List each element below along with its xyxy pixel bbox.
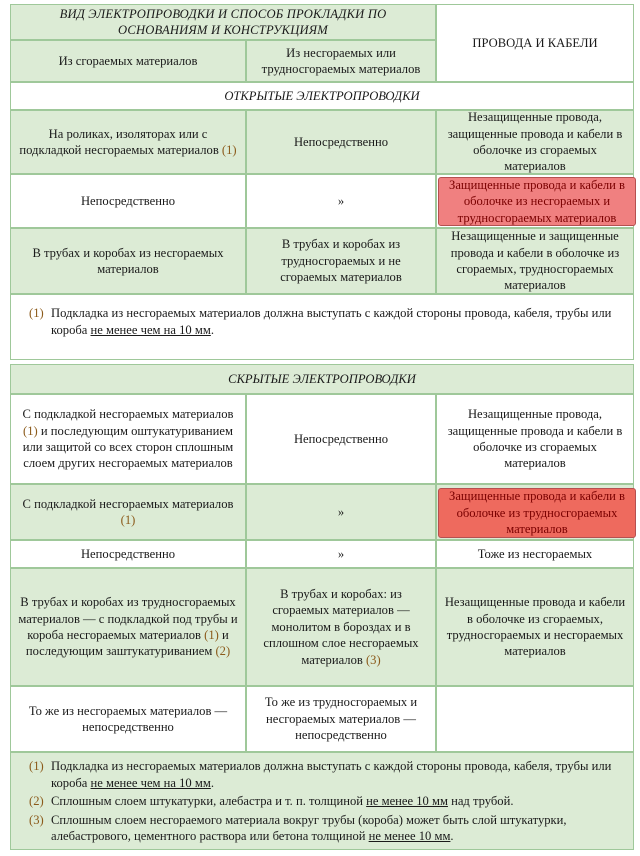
hidden-row2-c2: [246, 484, 436, 540]
hidden-row1-c1-text: С подкладкой несгораемых материалов: [22, 407, 234, 422]
note-ref: (1): [120, 513, 136, 527]
footnote-underlined: не менее 10 мм: [368, 829, 451, 844]
note-ref: (3): [365, 652, 381, 667]
hidden-row5-c1-text: То же из несгораемых материалов — непосредственно: [28, 703, 228, 734]
hidden-row3-c3-text: Тоже из несгораемых: [477, 546, 593, 561]
hidden-row3-c2-text: »: [337, 546, 345, 561]
open-row2-c1-text: Непосредственно: [80, 193, 176, 208]
open-row3-c1-text: В трубах и коробах из несгораемых материалов: [32, 245, 224, 276]
open-row2-c3: [436, 174, 634, 228]
open-notes: [10, 294, 634, 360]
open-row1-c1: [10, 110, 246, 174]
open-row1-c1-text: На роликах, изоляторах или с подкладкой несгораемых материалов: [19, 126, 219, 157]
footnote-text: Сплошным слоем несгораемого материала вокруг трубы (короба) может быть слой штукатурки, алебастрового, цементного раствора или бетона толщиной: [51, 812, 567, 844]
footnote-text: Подкладка из несгораемых материалов должна выступать с каждой стороны провода, кабеля, трубы или короба: [51, 306, 612, 337]
open-row1-c3-text: Незащищенные провода, защищенные провода и кабели в оболочке из сгораемых материалов: [447, 110, 623, 174]
footnote-tail: над трубой.: [447, 794, 514, 809]
hidden-row4-c2-text: В трубах и коробах: из сгораемых материалов — монолитом в бороздах и в сплошном слое несгораемых материалов: [263, 587, 419, 667]
open-row2-c1: [10, 174, 246, 228]
hidden-row4-c3-text: Незащищенные провода и кабели в оболочке из сгораемых, трудносгораемых и несгораемых материалов: [444, 595, 626, 659]
open-row1-c2-text: Непосредственно: [293, 134, 389, 149]
footnote: [29, 812, 623, 845]
footnote: [29, 793, 623, 810]
note-ref: (1): [23, 423, 38, 438]
hidden-row5-c1: [10, 686, 246, 752]
hidden-row2-c3: [436, 484, 634, 540]
hidden-row2-c2-text: »: [337, 504, 345, 519]
header-combustible-text: Из сгораемых материалов: [58, 53, 198, 68]
hidden-row1-c2: [246, 394, 436, 484]
open-row3-c3: [436, 228, 634, 294]
hidden-row4-c3: [436, 568, 634, 686]
open-row1-c2: [246, 110, 436, 174]
hidden-row3-c2: [246, 540, 436, 568]
note-ref: (1): [204, 628, 219, 642]
header-noncombustible-text: Из несгораемых или трудносгораемых материалов: [261, 45, 421, 76]
open-row2-c2: [246, 174, 436, 228]
hidden-row4-c1-text: В трубах и коробах из трудносгораемых материалов — с подкладкой под трубы и короба несгораемых материалов: [18, 595, 238, 642]
footnote-tail: .: [210, 775, 214, 790]
open-row3-c3-text: Незащищенные и защищенные провода и кабели в оболочке из сгораемых, трудносгораемых материалов: [450, 229, 620, 293]
hidden-row5-c3: [436, 686, 634, 752]
hidden-row4-c2: [246, 568, 436, 686]
footnote-mark: (3): [29, 812, 44, 827]
footnote-underlined: не менее чем на 10 мм: [90, 322, 211, 337]
open-row3-c2: [246, 228, 436, 294]
header-method-title-text: ВИД ЭЛЕКТРОПРОВОДКИ И СПОСОБ ПРОКЛАДКИ ПО ОСНОВАНИЯМ И КОНСТРУКЦИЯМ: [59, 6, 387, 37]
open-row1-c3: [436, 110, 634, 174]
section-title-open-text: ОТКРЫТЫЕ ЭЛЕКТРОПРОВОДКИ: [224, 88, 420, 103]
section-title-hidden-text: СКРЫТЫЕ ЭЛЕКТРОПРОВОДКИ: [228, 371, 416, 386]
hidden-row3-c1-text: Непосредственно: [80, 546, 176, 561]
hidden-row4-c1-text-b: и последующим заштукатуриванием: [25, 628, 229, 659]
section-title-hidden: [10, 364, 634, 394]
open-row3-c1: [10, 228, 246, 294]
hidden-row3-c3: [436, 540, 634, 568]
footnote-tail: .: [450, 829, 454, 844]
hidden-row2-c1-text: С подкладкой несгораемых материалов: [22, 496, 234, 511]
footnote-underlined: не менее 10 мм: [366, 794, 448, 809]
header-noncombustible: [246, 40, 436, 82]
header-wires-title: [436, 4, 634, 82]
footnote-text: Подкладка из несгораемых материалов должна выступать с каждой стороны провода, кабеля, трубы или короба: [51, 759, 612, 790]
hidden-notes: [10, 752, 634, 850]
highlight-box: [438, 177, 636, 226]
hidden-row2-c1: [10, 484, 246, 540]
footnote-text: Сплошным слоем штукатурки, алебастра и т. п. толщиной: [51, 794, 367, 809]
open-row2-c2-text: »: [337, 193, 345, 208]
section-title-open: [10, 82, 634, 110]
footnote-tail: .: [210, 322, 214, 337]
hidden-row1-c1-text-b: и последующим оштукатуриванием или защитой со всех сторон сплошным слоем других несгораемых материалов: [22, 423, 234, 471]
open-row3-c2-text: В трубах и коробах из трудносгораемых и не сгораемых материалов: [280, 237, 402, 285]
footnote-mark: (1): [29, 306, 44, 320]
header-combustible: [10, 40, 246, 82]
highlight-box: [438, 488, 636, 538]
footnote: [29, 305, 623, 338]
header-method-title: [10, 4, 436, 40]
hidden-row5-c2-text: То же из трудносгораемых и несгораемых материалов — непосредственно: [264, 695, 418, 743]
hidden-row2-c3-text: Защищенные провода и кабели в оболочке из трудносгораемых материалов: [449, 489, 625, 537]
hidden-row1-c3-text: Незащищенные провода, защищенные провода и кабели в оболочке из сгораемых материалов: [447, 407, 623, 471]
header-wires-title-text: ПРОВОДА И КАБЕЛИ: [472, 35, 598, 50]
footnote: [29, 758, 623, 791]
hidden-row3-c1: [10, 540, 246, 568]
footnote-underlined: не менее чем на 10 мм: [90, 775, 211, 790]
note-ref: (1): [221, 143, 237, 157]
note-ref: (2): [215, 644, 231, 659]
open-row2-c3-text: Защищенные провода и кабели в оболочке из несгораемых и трудносгораемых материалов: [449, 177, 625, 225]
footnote-mark: (2): [29, 794, 44, 809]
hidden-row5-c2: [246, 686, 436, 752]
footnote-mark: (1): [29, 759, 44, 773]
hidden-row1-c2-text: Непосредственно: [293, 431, 389, 446]
hidden-row1-c3: [436, 394, 634, 484]
hidden-row1-c1: [10, 394, 246, 484]
hidden-row4-c1: [10, 568, 246, 686]
